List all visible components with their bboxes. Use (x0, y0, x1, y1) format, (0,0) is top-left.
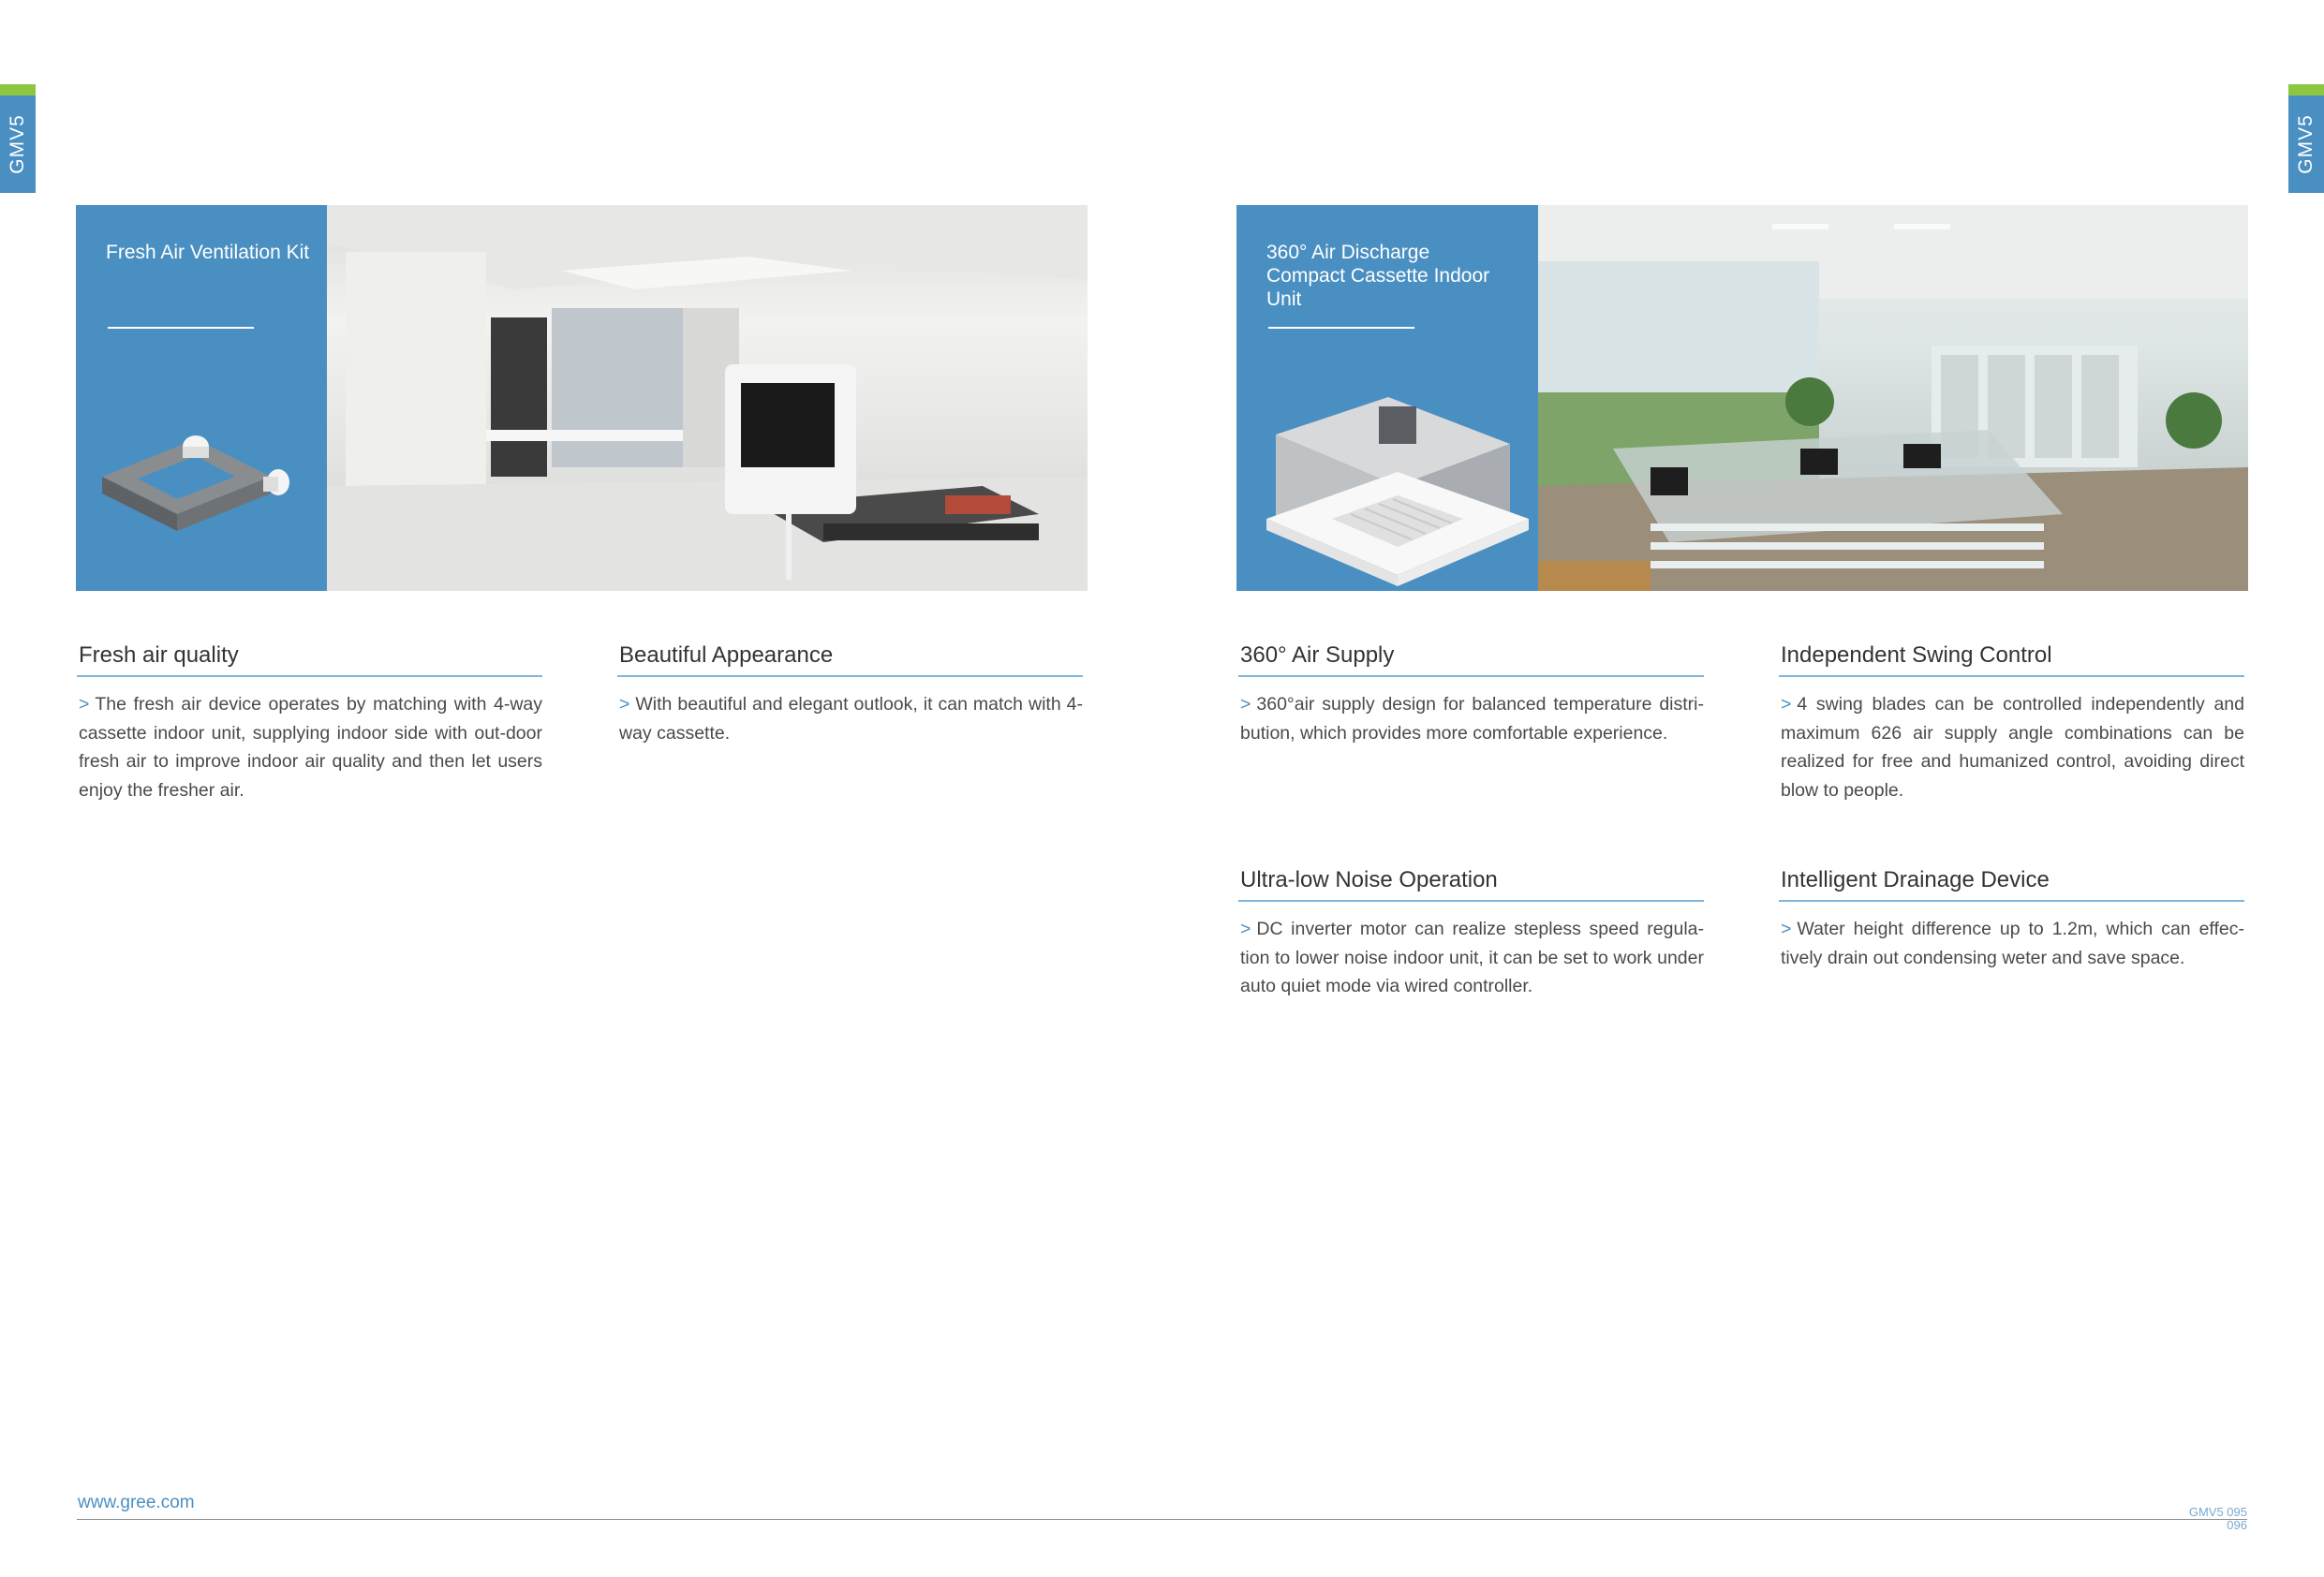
feature-text: DC inverter motor can realize stepless speed regula-tion to lower noise indoor unit, it can be set to work under auto quiet mode via wired controller. (1240, 919, 1704, 996)
feature-title: Beautiful Appearance (617, 641, 1083, 677)
feature-360-air-supply (1238, 641, 1704, 747)
page-number-line1: GMV5 095 (2188, 1505, 2247, 1519)
hero-caption-panel (76, 205, 327, 591)
feature-description (617, 690, 1083, 747)
bullet-arrow: > (1240, 694, 1251, 715)
feature-beautiful-appearance (617, 641, 1083, 747)
feature-description (77, 690, 542, 804)
feature-text: 360°air supply design for balanced temperature distri-bution, which provides more comfortable experience. (1240, 694, 1704, 744)
feature-title: Intelligent Drainage Device (1779, 866, 2244, 902)
bullet-arrow: > (79, 694, 90, 715)
tab-accent (0, 84, 36, 96)
bullet-arrow: > (619, 694, 630, 715)
feature-intelligent-drainage (1779, 866, 2244, 972)
hero-cassette-unit (1236, 205, 2248, 591)
hero-title: Fresh Air Ventilation Kit (106, 242, 310, 263)
office-photo (1538, 205, 2248, 591)
side-tab-label: GMV5 (2295, 114, 2317, 174)
page-number-line2: 096 (2227, 1518, 2247, 1532)
footer-website-link[interactable]: www.gree.com (78, 1493, 195, 1512)
feature-text: With beautiful and elegant outlook, it can match with 4-way cassette. (619, 694, 1083, 744)
feature-text: The fresh air device operates by matching with 4-way cassette indoor unit, supplying indoor side with out-door fresh air to improve indoor air quality and then let users enjoy the fresher air. (79, 694, 542, 801)
bullet-arrow: > (1781, 694, 1792, 715)
feature-description (1779, 690, 2244, 804)
hero-caption-panel (1236, 205, 1538, 591)
feature-text: Water height difference up to 1.2m, which can effec-tively drain out condensing weter and save space. (1781, 919, 2244, 968)
feature-text: 4 swing blades can be controlled independently and maximum 626 air supply angle combinations can be realized for free and humanized control, avoiding direct blow to people. (1781, 694, 2244, 801)
feature-ultra-low-noise (1238, 866, 1704, 1001)
feature-title: Independent Swing Control (1779, 641, 2244, 677)
feature-independent-swing-control (1779, 641, 2244, 804)
tab-accent (2288, 84, 2324, 96)
feature-fresh-air-quality (77, 641, 542, 804)
fresh-air-kit-image (76, 205, 327, 591)
side-tab-left (0, 84, 36, 193)
feature-title: Fresh air quality (77, 641, 542, 677)
footer-page-number (2189, 1506, 2247, 1532)
feature-description (1779, 915, 2244, 972)
feature-title: Ultra-low Noise Operation (1238, 866, 1704, 902)
bullet-arrow: > (1781, 919, 1792, 939)
bullet-arrow: > (1240, 919, 1251, 939)
feature-title: 360° Air Supply (1238, 641, 1704, 677)
hero-title: 360° Air Discharge Compact Cassette Indoor Unit (1266, 242, 1490, 310)
side-tab-label: GMV5 (7, 114, 28, 174)
bedroom-photo (327, 205, 1088, 591)
feature-description (1238, 690, 1704, 747)
footer-divider (77, 1519, 2247, 1520)
feature-description (1238, 915, 1704, 1001)
side-tab-right (2288, 84, 2324, 193)
cassette-unit-image (1236, 205, 1538, 591)
hero-fresh-air-kit (76, 205, 1088, 591)
